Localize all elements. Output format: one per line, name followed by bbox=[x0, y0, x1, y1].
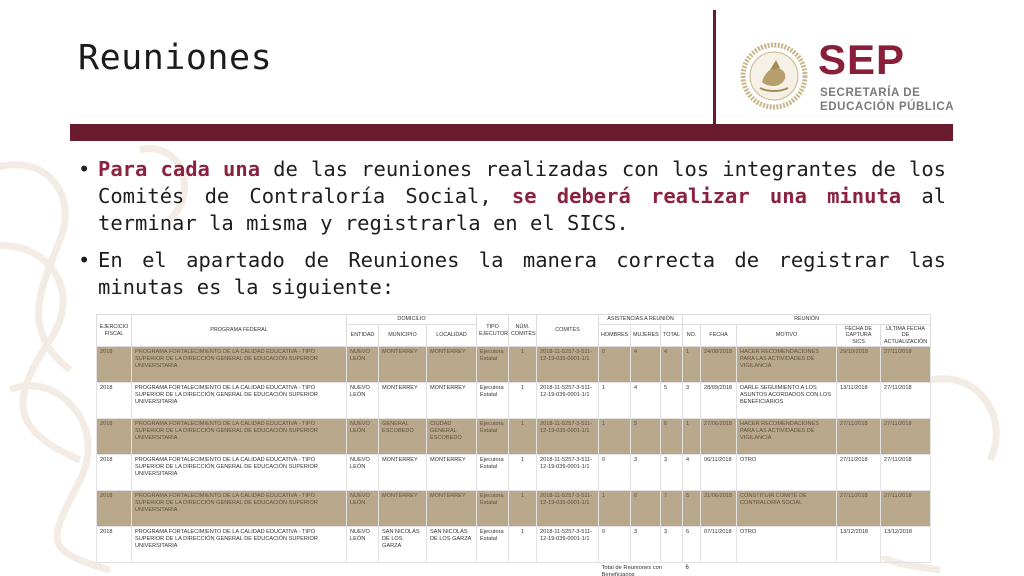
col-header: HOMBRES bbox=[599, 324, 631, 347]
table-row: 2018 PROGRAMA FORTALECIMIENTO DE LA CALIDAD EDUCATIVA - TIPO SUPERIOR DE LA DIRECCIÓN GENERAL DE EDUCACIÓN SUPERIOR UNIVERSITARIA NUEVO LEÓN MONTERREY MONTERREY Ejecutora Estatal 1 2018-11-5257-3-511-12-19-039-0001-1/1 0 3 3 4 06/11/2018 OTRO 27/11/2018 27/11/2018 bbox=[97, 455, 931, 491]
col-header: COMITÉS bbox=[537, 315, 599, 347]
sep-logo-subtitle: SECRETARÍA DE EDUCACIÓN PÚBLICA bbox=[820, 87, 955, 113]
meetings-table bbox=[96, 314, 930, 576]
bullet-item: • Para cada una de las reuniones realizadas con los integrantes de los Comités de Contraloría Social, se deberá realizar una minuta al terminar la misma y registrarla en el SICS. bbox=[78, 157, 947, 235]
col-header: PROGRAMA FEDERAL bbox=[132, 315, 347, 347]
bullet-icon: • bbox=[78, 248, 91, 272]
col-group-header: DOMICILIO bbox=[347, 315, 477, 325]
header-band bbox=[70, 124, 953, 141]
col-header: LOCALIDAD bbox=[427, 324, 477, 347]
table-row: 2018 PROGRAMA FORTALECIMIENTO DE LA CALIDAD EDUCATIVA - TIPO SUPERIOR DE LA DIRECCIÓN GENERAL DE EDUCACIÓN SUPERIOR UNIVERSITARIA NUEVO LEÓN MONTERREY MONTERREY Ejecutora Estatal 1 2018-11-5257-3-511-12-19-039-0001-1/1 1 4 5 3 28/09/2018 DARLE SEGUIMIENTO A LOS ASUNTOS ACORDADOS CON LOS BENEFICIARIOS 13/11/2018 27/11/2018 bbox=[97, 383, 931, 419]
page-title: Reuniones bbox=[78, 38, 273, 78]
table-row: 2018 PROGRAMA FORTALECIMIENTO DE LA CALIDAD EDUCATIVA - TIPO SUPERIOR DE LA DIRECCIÓN GENERAL DE EDUCACIÓN SUPERIOR UNIVERSITARIA NUEVO LEÓN SAN NICOLÁS DE LOS GARZA SAN NICOLÁS DE LOS GARZA Ejecutora Estatal 1 2018-11-5257-3-511-12-19-039-0001-1/1 0 3 3 6 07/11/2018 OTRO 13/12/2018 13/12/2018 bbox=[97, 527, 931, 563]
highlight-text: Para cada una bbox=[98, 157, 261, 181]
col-group-header: ASISTENCIAS A REUNIÓN bbox=[599, 315, 683, 325]
col-header: MUJERES bbox=[631, 324, 661, 347]
bullet-list bbox=[78, 156, 946, 301]
col-header: NÚM. COMITÉS bbox=[509, 315, 537, 347]
header-divider bbox=[713, 10, 716, 124]
bullet-item: • En el apartado de Reuniones la manera correcta de registrar las minutas es la siguiente: bbox=[78, 248, 946, 299]
highlight-text: se deberá realizar una minuta bbox=[511, 184, 902, 208]
col-header: MUNICIPIO bbox=[379, 324, 427, 347]
col-header: NO. bbox=[683, 324, 701, 347]
bullet-icon: • bbox=[78, 157, 91, 181]
col-header: FECHA DE CAPTURA SICS bbox=[837, 324, 881, 347]
total-value: 6 bbox=[685, 565, 689, 572]
table-row: 2018 PROGRAMA FORTALECIMIENTO DE LA CALIDAD EDUCATIVA - TIPO SUPERIOR DE LA DIRECCIÓN GENERAL DE EDUCACIÓN SUPERIOR UNIVERSITARIA NUEVO LEÓN MONTERREY MONTERREY Ejecutora Estatal 1 2018-11-5257-3-511-12-19-039-0001-1/1 0 4 4 1 24/08/2018 HACER RECOMENDACIONES PARA LAS ACTIVIDADES DE VIGILANCIA 29/10/2018 27/11/2018 bbox=[97, 347, 931, 383]
col-group-header: REUNIÓN bbox=[683, 315, 931, 325]
col-header: ENTIDAD bbox=[347, 324, 379, 347]
table-row: 2018 PROGRAMA FORTALECIMIENTO DE LA CALIDAD EDUCATIVA - TIPO SUPERIOR DE LA DIRECCIÓN GENERAL DE EDUCACIÓN SUPERIOR UNIVERSITARIA NUEVO LEÓN GENERAL ESCOBEDO CIUDAD GENERAL ESCOBEDO Ejecutora Estatal 1 2018-11-5257-3-511-12-19-039-0001-1/1 1 5 6 1 27/06/2018 HACER RECOMENDACIONES PARA LAS ACTIVIDADES DE VIGILANCIA 27/11/2018 27/11/2018 bbox=[97, 419, 931, 455]
mexico-seal-icon bbox=[740, 42, 808, 110]
sep-logo-text: SEP bbox=[818, 36, 906, 83]
col-header: TOTAL bbox=[661, 324, 683, 347]
col-header: MOTIVO bbox=[737, 324, 837, 347]
table-row: 2018 PROGRAMA FORTALECIMIENTO DE LA CALIDAD EDUCATIVA - TIPO SUPERIOR DE LA DIRECCIÓN GENERAL DE EDUCACIÓN SUPERIOR UNIVERSITARIA NUEVO LEÓN MONTERREY MONTERREY Ejecutora Estatal 1 2018-11-5257-3-511-12-19-039-0001-1/1 1 6 7 5 21/06/2018 CONSTITUIR COMITÉ DE CONTRALORÍA SOCIAL 27/11/2018 27/11/2018 bbox=[97, 491, 931, 527]
col-header: FECHA bbox=[701, 324, 737, 347]
col-header: EJERCICIO FISCAL bbox=[97, 315, 132, 347]
col-header: ÚLTIMA FECHA DE ACTUALIZACIÓN bbox=[881, 324, 931, 347]
total-label: Total de Reuniones con Beneficiarios bbox=[601, 565, 663, 576]
col-header: TIPO EJECUTOR bbox=[477, 315, 509, 347]
table-total-row bbox=[97, 563, 931, 576]
